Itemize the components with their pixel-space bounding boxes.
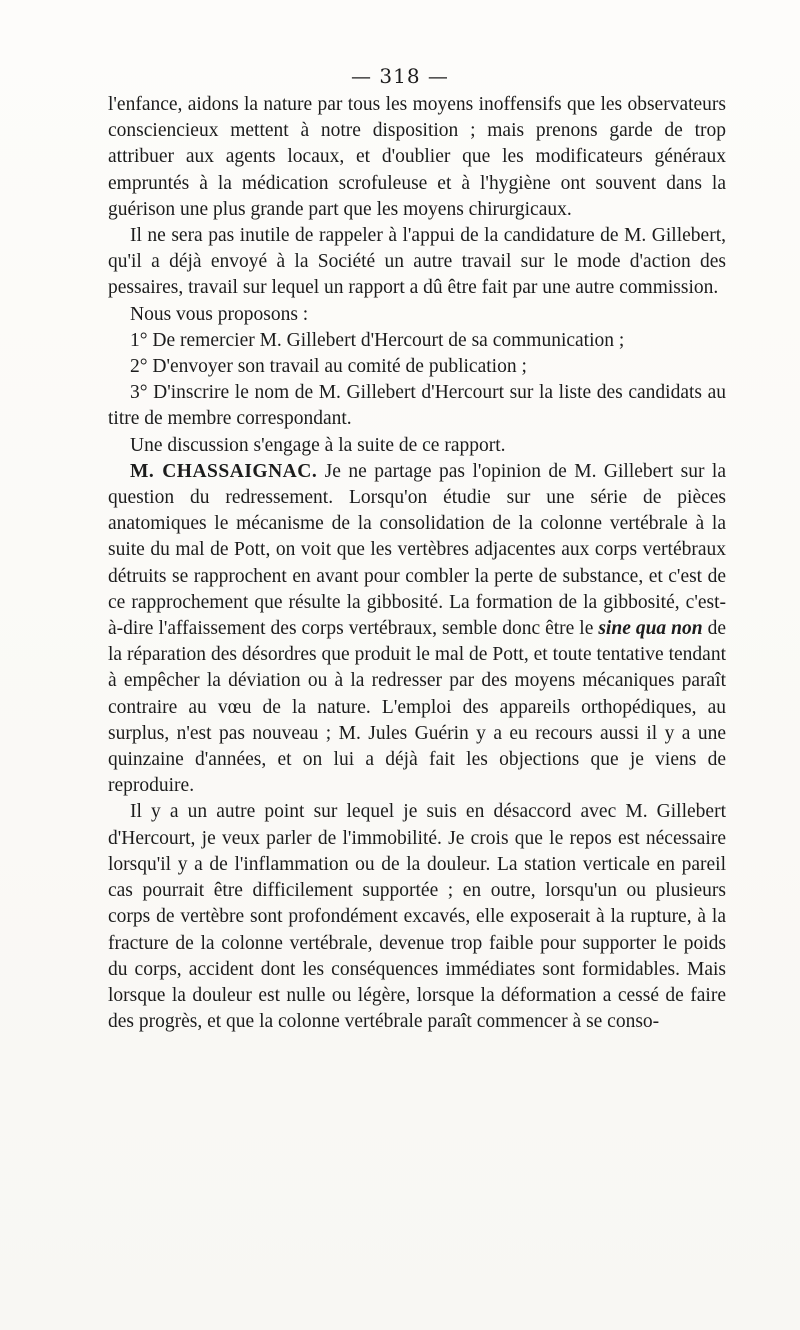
- paragraph-proposals-intro: Nous vous proposons :: [130, 303, 309, 325]
- chassaignac-text-b: de la réparation des désordres que produit le mal de Pott, et toute tentative tendant à empêcher la déviation ou à la redresser par des moyens mécaniques paraît contraire au vœu de la nature. L'emploi des appareils orthopédiques, au surplus, n'est pas nouveau ; M. Jules Guérin y a eu recours aussi il y a une quinzaine d'années, et on lui a déjà fait les objections que je viens de reproduire.: [108, 618, 726, 797]
- paragraph-chassaignac: [108, 459, 726, 800]
- proposal-item-3: 3° D'inscrire le nom de M. Gillebert d'Hercourt sur la liste des candidats au titre de membre correspondant.: [108, 382, 726, 430]
- latin-phrase: sine qua non: [598, 618, 703, 640]
- chassaignac-text-a: Je ne partage pas l'opinion de M. Gillebert sur la question du redressement. Lorsqu'on étudie sur une série de pièces anatomiques le mécanisme de la consolidation de la colonne vertébrale à la suite du mal de Pott, on voit que les vertèbres adjacentes aux corps vertébraux détruits se rapprochent en avant pour combler la perte de substance, et c'est de ce rapprochement que résulte la gibbosité. La formation de la gibbosité, c'est-à-dire l'affaissement des corps vertébraux, semble donc être le: [108, 460, 727, 640]
- paragraph-continuation: l'enfance, aidons la nature par tous les moyens inoffensifs que les observateurs consciencieux mettent à notre disposition ; mais prenons garde de trop attribuer aux agents locaux, et d'oublier que les modificateurs généraux empruntés à la médication scrofuleuse et à l'hygiène ont souvent dans la guérison une plus grande part que les moyens chirurgicaux.: [108, 94, 726, 220]
- proposal-item-2: 2° D'envoyer son travail au comité de publication ;: [130, 356, 527, 378]
- paragraph-discussion: Une discussion s'engage à la suite de ce rapport.: [130, 434, 506, 456]
- page-number: — 318 —: [351, 64, 449, 88]
- speaker-name: M. CHASSAIGNAC.: [130, 460, 318, 482]
- paragraph-candidature: Il ne sera pas inutile de rappeler à l'appui de la candidature de M. Gillebert, qu'il a déjà envoyé à la Société un autre travail sur le mode d'action des pessaires, travail sur lequel un rapport a dû être fait par une autre commission.: [108, 225, 726, 299]
- proposal-item-1: 1° De remercier M. Gillebert d'Hercourt de sa communication ;: [130, 329, 625, 351]
- body-text: [108, 92, 726, 1035]
- paragraph-immobility: Il y a un autre point sur lequel je suis en désaccord avec M. Gillebert d'Hercourt, je veux parler de l'immobilité. Je crois que le repos est nécessaire lorsqu'il y a de l'inflammation ou de la douleur. La station verticale en pareil cas pourrait être difficilement supportée ; en outre, lorsqu'un ou plusieurs corps de vertèbre sont profondément excavés, elle exposerait à la rupture, à la fracture de la colonne vertébrale, devenue trop faible pour supporter le poids du corps, accident dont les conséquences immédiates sont formidables. Mais lorsque la douleur est nulle ou légère, lorsque la déformation a cessé de faire des progrès, et que la colonne vertébrale paraît commencer à se conso-: [108, 801, 726, 1033]
